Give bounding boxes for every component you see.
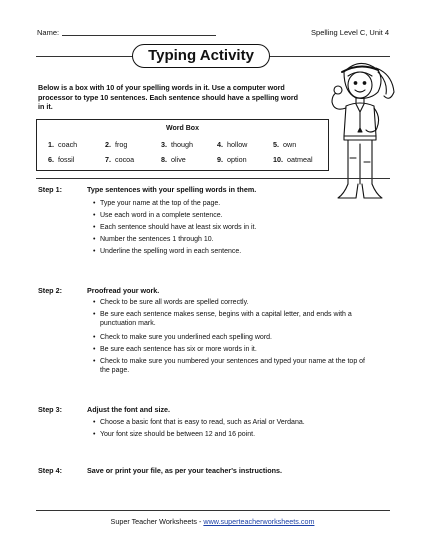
step-3-heading: Adjust the font and size. <box>87 405 171 414</box>
word-box <box>36 119 329 171</box>
list-item: • Use each word in a complete sentence. <box>93 212 223 219</box>
word-item: 2. frog <box>105 140 128 149</box>
list-item: • Each sentence should have at least six words in it. <box>93 224 257 231</box>
word-box-title: Word Box <box>166 125 199 132</box>
step-4-label: Step 4: <box>38 466 62 475</box>
step-2-heading: Proofread your work. <box>87 286 160 295</box>
list-item: • Be sure each sentence makes sense, begins with a capital letter, and ends with a punctuation mark. <box>93 311 352 327</box>
name-blank-line <box>62 35 216 36</box>
footer-separator: - <box>196 517 204 526</box>
step-2-label: Step 2: <box>38 286 62 295</box>
page-title: Typing Activity <box>132 44 270 68</box>
list-item: • Your font size should be between 12 and 16 point. <box>93 431 256 438</box>
word-item: 3. though <box>161 140 193 149</box>
word-item: 5. own <box>273 140 297 149</box>
list-item: • Choose a basic font that is easy to read, such as Arial or Verdana. <box>93 419 305 426</box>
word-item: 6. fossil <box>48 155 75 164</box>
section-divider <box>36 178 390 179</box>
word-item: 10. oatmeal <box>273 155 313 164</box>
teacher-illustration <box>320 58 400 208</box>
step-1-heading: Type sentences with your spelling words in them. <box>87 185 257 194</box>
word-item: 4. hollow <box>217 140 248 149</box>
footer-divider <box>36 510 390 511</box>
list-item: • Number the sentences 1 through 10. <box>93 236 214 243</box>
level-label: Spelling Level C, Unit 4 <box>311 28 389 37</box>
step-3-label: Step 3: <box>38 405 62 414</box>
list-item: • Be sure each sentence has six or more words in it. <box>93 346 257 353</box>
footer <box>0 517 425 526</box>
step-4-heading: Save or print your file, as per your teacher's instructions. <box>87 466 283 475</box>
intro-paragraph: Below is a box with 10 of your spelling words in it. Use a computer word processor to type 10 sentences. Each sentence should have a spelling word in it. <box>38 83 299 112</box>
word-item: 7. cocoa <box>105 155 135 164</box>
list-item: • Underline the spelling word in each sentence. <box>93 248 242 255</box>
list-item: • Check to be sure all words are spelled correctly. <box>93 299 249 306</box>
list-item: • Check to make sure you numbered your sentences and typed your name at the top of the page. <box>93 358 365 374</box>
footer-link[interactable]: www.superteacherworksheets.com <box>203 517 315 526</box>
list-item: • Type your name at the top of the page. <box>93 200 221 207</box>
footer-brand: Super Teacher Worksheets <box>110 517 197 526</box>
list-item: • Check to make sure you underlined each spelling word. <box>93 334 272 341</box>
step-1-label: Step 1: <box>38 185 62 194</box>
word-item: 8. olive <box>161 155 186 164</box>
name-label: Name: <box>37 28 60 37</box>
word-item: 1. coach <box>48 140 78 149</box>
word-item: 9. option <box>217 155 247 164</box>
